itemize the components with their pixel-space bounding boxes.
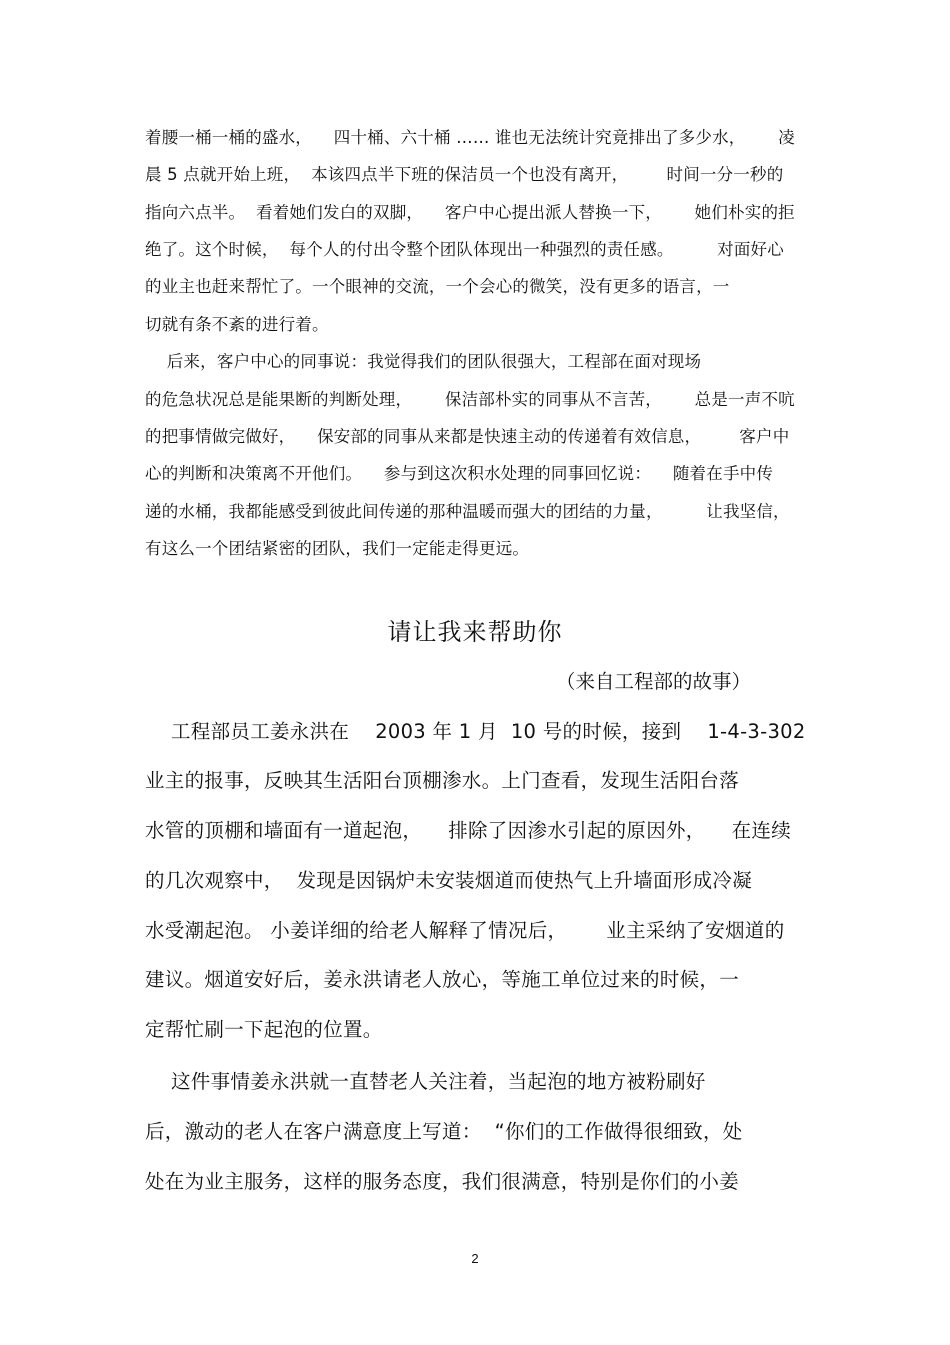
paragraph-line: 工程部员工姜永洪在 2003 年 1 月 10 号的时候，接到 1-4-3-302 xyxy=(145,720,806,743)
paragraph-line: 业主的报事，反映其生活阳台顶棚渗水。上门查看，发现生活阳台落 xyxy=(145,769,740,792)
paragraph-line: 切就有条不紊的进行着。 xyxy=(145,315,329,334)
paragraph-line: 水管的顶棚和墙面有一道起泡， 排除了因渗水引起的原因外， 在连续 xyxy=(145,819,791,842)
paragraph-line: 建议。烟道安好后，姜永洪请老人放心，等施工单位过来的时候，一 xyxy=(145,968,740,991)
paragraph-line: 的业主也赶来帮忙了。一个眼神的交流，一个会心的微笑，没有更多的语言，一 xyxy=(145,277,730,296)
paragraph-line: 后来，客户中心的同事说：我觉得我们的团队很强大，工程部在面对现场 xyxy=(145,352,702,371)
paragraph-line: 着腰一桶一桶的盛水， 四十桶、六十桶 …… 谁也无法统计究竟排出了多少水， 凌 xyxy=(145,128,795,147)
page-number: 2 xyxy=(471,1251,479,1266)
section-subtitle: （来自工程部的故事） xyxy=(556,670,752,693)
paragraph-line: 指向六点半。 看着她们发白的双脚， 客户中心提出派人替换一下， 她们朴实的拒 xyxy=(145,203,795,222)
paragraph-line: 后，激动的老人在客户满意度上写道： “你们的工作做得很细致，处 xyxy=(145,1120,743,1143)
paragraph-line: 绝了。这个时候， 每个人的付出令整个团队体现出一种强烈的责任感。 对面好心 xyxy=(145,240,784,259)
paragraph-line: 的危急状况总是能果断的判断处理， 保洁部朴实的同事从不言苦， 总是一声不吭 xyxy=(145,390,795,409)
paragraph-line: 定帮忙刷一下起泡的位置。 xyxy=(145,1018,383,1041)
paragraph-line: 这件事情姜永洪就一直替老人关注着，当起泡的地方被粉刷好 xyxy=(145,1070,706,1093)
paragraph-line: 心的判断和决策离不开他们。 参与到这次积水处理的同事回忆说： 随着在手中传 xyxy=(145,464,774,483)
paragraph-line: 有这么一个团结紧密的团队，我们一定能走得更远。 xyxy=(145,539,530,558)
paragraph-line: 的几次观察中， 发现是因锅炉未安装烟道而使热气上升墙面形成冷凝 xyxy=(145,869,752,892)
paragraph-line: 的把事情做完做好， 保安部的同事从来都是快速主动的传递着有效信息， 客户中 xyxy=(145,427,790,446)
paragraph-line: 水受潮起泡。 小姜详细的给老人解释了情况后， 业主采纳了安烟道的 xyxy=(145,919,785,942)
paragraph-line: 处在为业主服务，这样的服务态度，我们很满意，特别是你们的小姜 xyxy=(145,1170,740,1193)
section-title: 请让我来帮助你 xyxy=(387,618,563,646)
paragraph-line: 晨 5 点就开始上班， 本该四点半下班的保洁员一个也没有离开， 时间一分一秒的 xyxy=(145,165,784,184)
paragraph-line: 递的水桶，我都能感受到彼此间传递的那种温暖而强大的团结的力量， 让我坚信， xyxy=(145,502,790,521)
